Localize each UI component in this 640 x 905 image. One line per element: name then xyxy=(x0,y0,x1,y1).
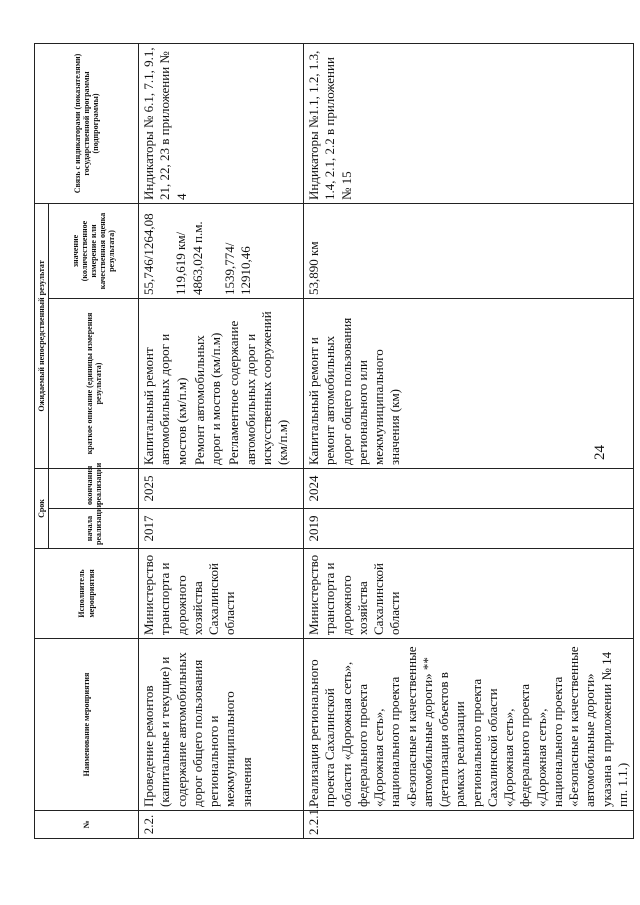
header-term: Срок xyxy=(35,469,49,549)
header-row-1 xyxy=(35,44,49,839)
header-no: № xyxy=(35,811,139,839)
result-value xyxy=(139,204,304,299)
term-end: 2024 xyxy=(304,469,634,509)
result-description: Капитальный ремонт и ремонт автомобильных дорог общего пользования регионального или межмуниципального значения (км) xyxy=(304,299,634,469)
table-row xyxy=(139,44,304,839)
header-result-value: значение (количественное измерение или качественная оценка результата) xyxy=(49,204,139,299)
result-desc-2: Ремонт автомобильных дорог и мостов (км/п.м) xyxy=(191,332,224,465)
result-value-2: 119,619 км/ 4863,024 п.м. xyxy=(173,221,205,295)
header-link: Связь с индикаторами (показателями) государственной программы (подпрограммы) xyxy=(35,44,139,204)
header-term-end: окончания реализации xyxy=(49,469,139,509)
result-value: 53,890 км xyxy=(304,204,634,299)
result-description xyxy=(139,299,304,469)
activity-name-note: (детализация объектов в рамках реализации регионального проекта Сахалинской области «Дорожная сеть», федерального проекта «Дорожная сеть», национального проекта «Безопасные и качественные автомобильные дороги» указана в приложении № 14 пп. 1.1.) xyxy=(436,646,630,807)
header-name: Наименование мероприятия xyxy=(35,639,139,811)
indicator-link: Индикаторы № 6.1, 7.1, 9.1, 21, 22, 23 в приложении № 4 xyxy=(139,44,304,204)
header-result: Ожидаемый непосредственный результат xyxy=(35,204,49,469)
result-value-3: 1539,774/ 12910,46 xyxy=(221,242,254,295)
activity-name xyxy=(304,639,634,811)
header-term-start: начала реализации xyxy=(49,509,139,549)
activity-name: Проведение ремонтов (капитальные и текущие) и содержание автомобильных дорог общего пользования регионального и межмуниципального значения xyxy=(139,639,304,811)
term-start: 2017 xyxy=(139,509,304,549)
header-executor: Исполнитель мероприятия xyxy=(35,549,139,639)
activity-executor: Министерство транспорта и дорожного хозяйства Сахалинской области xyxy=(304,549,634,639)
term-end: 2025 xyxy=(139,469,304,509)
result-value-1: 55,746/1264,08 xyxy=(141,213,157,295)
table-row xyxy=(304,44,634,839)
activity-name-main: Реализация регионального проекта Сахалинской области «Дорожная сеть», федерального проекта «Дорожная сеть», национального проекта «Безопасные и качественные автомобильные дороги» ** xyxy=(306,646,435,807)
result-desc-3: Регламентное содержание автомобильных дорог и искусственных сооружений (км/п.м) xyxy=(226,311,291,465)
result-desc-1: Капитальный ремонт автомобильных дорог и мостов (км/п.м) xyxy=(141,333,189,465)
header-result-desc: краткое описание (единицы измерения результата) xyxy=(49,299,139,469)
page-number: 24 xyxy=(592,445,608,460)
activity-executor: Министерство транспорта и дорожного хозяйства Сахалинской области xyxy=(139,549,304,639)
row-number: 2.2. xyxy=(139,811,304,839)
indicator-link: Индикаторы №1.1, 1.2, 1.3, 1.4, 2.1, 2.2 в приложении № 15 xyxy=(304,44,634,204)
activities-table xyxy=(34,43,634,839)
row-number: 2.2.1. xyxy=(304,811,634,839)
term-start: 2019 xyxy=(304,509,634,549)
